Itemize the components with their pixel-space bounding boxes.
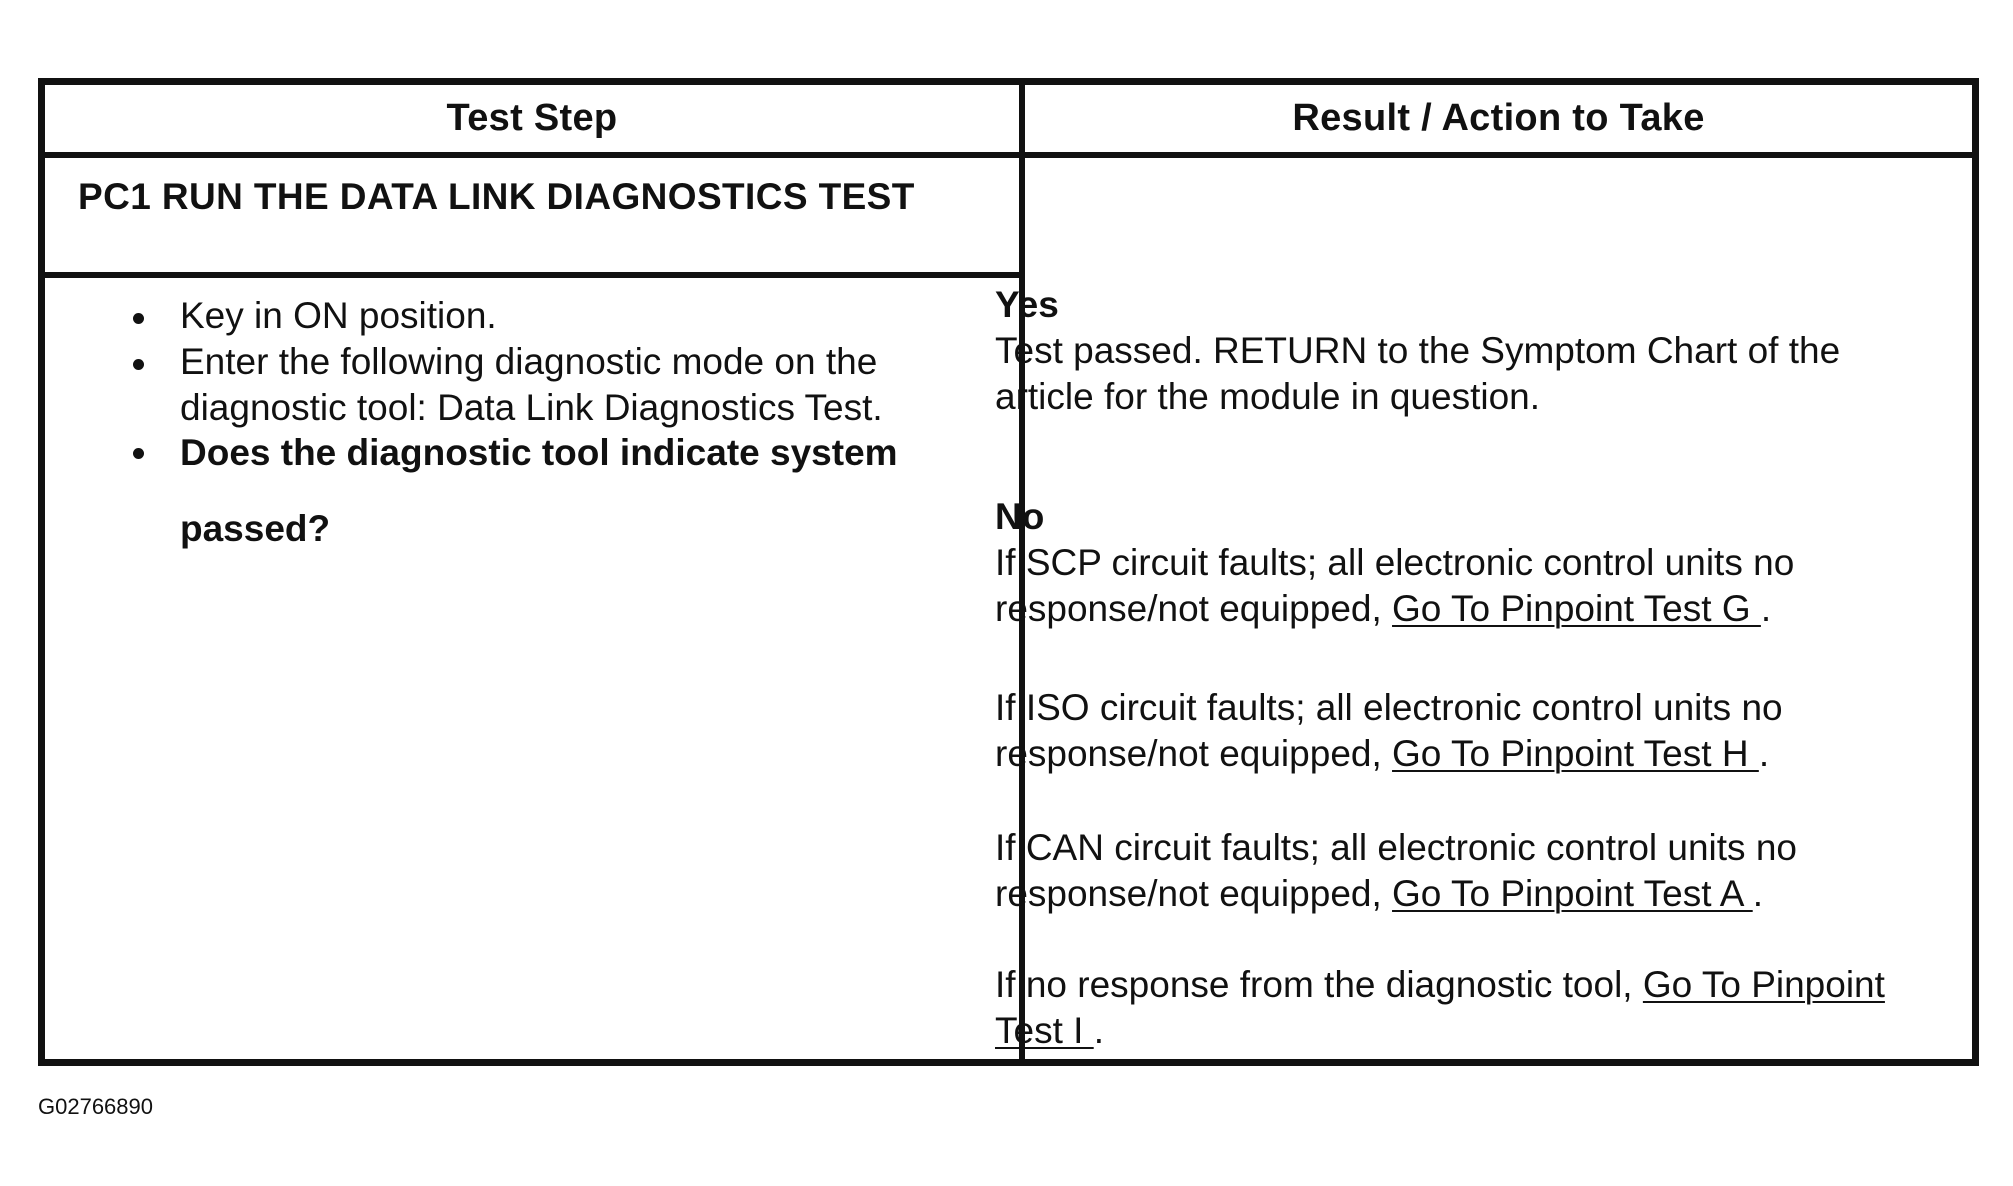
iso-text: If ISO circuit faults; all electronic control units no response/not equipped, — [995, 687, 1783, 774]
no-response-text: If no response from the diagnostic tool, — [995, 964, 1643, 1005]
result-no-iso — [995, 685, 1925, 777]
test-step-header: Test Step — [446, 97, 618, 139]
can-text: If CAN circuit faults; all electronic control units no response/not equipped, — [995, 827, 1797, 914]
result-no-response — [995, 962, 1925, 1054]
scp-end: . — [1760, 588, 1772, 629]
bullet-icon — [133, 313, 144, 324]
iso-end: . — [1758, 733, 1770, 774]
yes-label: Yes — [995, 284, 1059, 325]
result-action-header: Result / Action to Take — [1292, 97, 1705, 139]
step-text: Key in ON position. — [180, 295, 497, 336]
step-question: Does the diagnostic tool indicate system passed? — [180, 432, 898, 549]
can-end: . — [1752, 873, 1763, 914]
bullet-icon — [133, 359, 144, 370]
no-label: No — [995, 496, 1045, 537]
figure-id: G02766890 — [38, 1094, 153, 1119]
step-title-divider — [45, 272, 1019, 278]
result-yes — [995, 282, 1925, 420]
pinpoint-test-g-link[interactable]: Go To Pinpoint Test G — [1392, 588, 1761, 629]
yes-text: Test passed. RETURN to the Symptom Chart of the article for the module in question. — [995, 330, 1841, 417]
list-item — [124, 293, 1014, 339]
test-step-list — [124, 293, 1014, 567]
scp-text: If SCP circuit faults; all electronic control units no response/not equipped, — [995, 542, 1795, 629]
pinpoint-test-i-link[interactable]: Go To Pinpoint Test I — [995, 964, 1885, 1051]
step-title: PC1 RUN THE DATA LINK DIAGNOSTICS TEST — [78, 176, 915, 217]
step-text: Enter the following diagnostic mode on the diagnostic tool: Data Link Diagnostics Test. — [180, 341, 883, 428]
pinpoint-test-a-link[interactable]: Go To Pinpoint Test A — [1392, 873, 1753, 914]
no-response-end: . — [1093, 1010, 1104, 1051]
list-item — [124, 415, 1014, 567]
result-no-can — [995, 825, 1925, 917]
pinpoint-test-h-link[interactable]: Go To Pinpoint Test H — [1392, 733, 1759, 774]
bullet-icon — [133, 448, 144, 459]
result-no-scp — [995, 494, 1925, 632]
header-divider — [45, 152, 1972, 158]
